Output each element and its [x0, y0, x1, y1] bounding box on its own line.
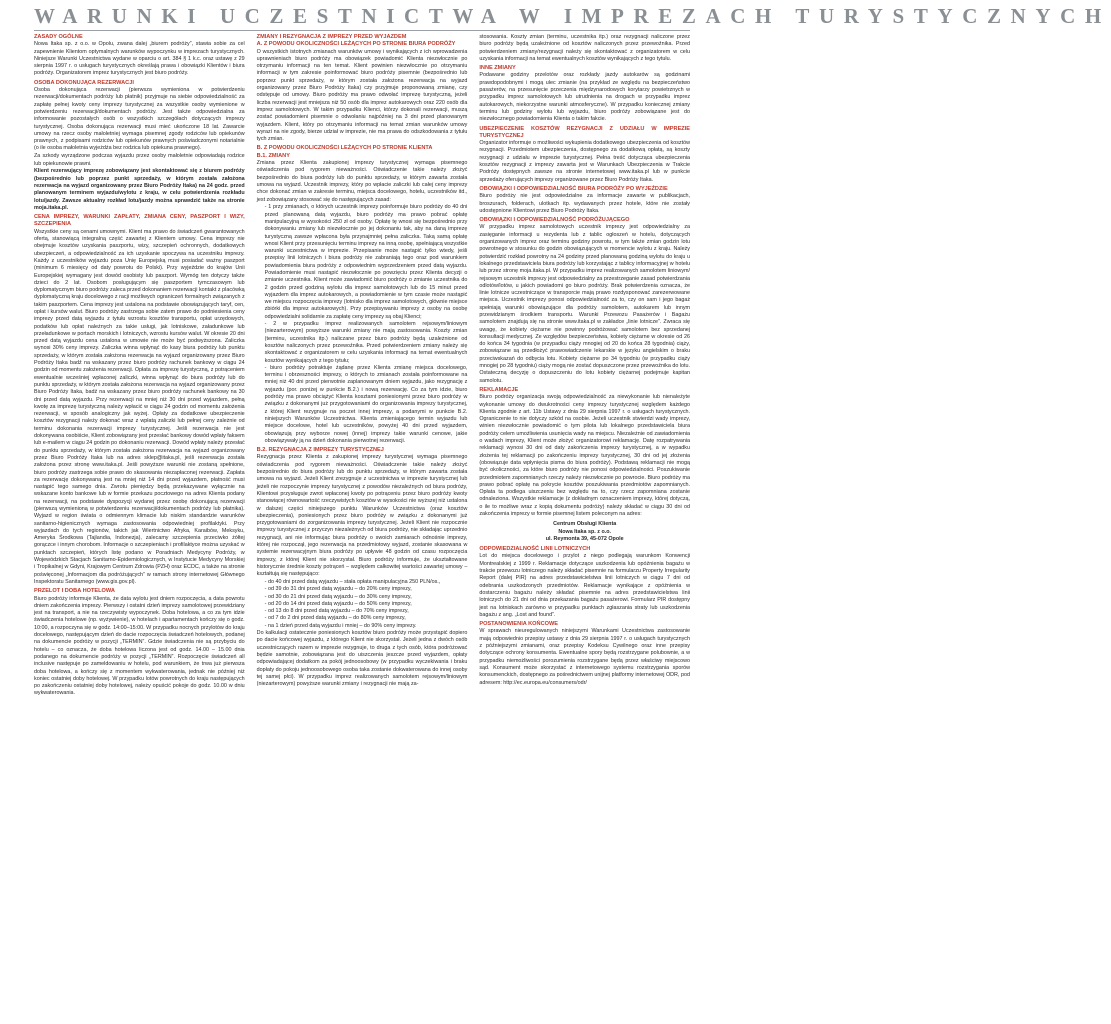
paragraph: stosowania. Koszty zmian (terminu, uczestnika itp.) oraz rezygnacji naliczone przez biuro podróży będą uzależnione od kosztów naliczonych przez przewoźnika. Przed potwierdzeniem zmiany/rezygnacji należy się skontaktować z organizatorem w celu uzyskania informacji na temat ewentualnych kosztów wynikających z tego tytułu.: [479, 34, 691, 62]
section-heading: ODPOWIEDZIALNOŚĆ LINII LOTNICZYCH: [479, 546, 591, 553]
bullet-list: [257, 204, 468, 445]
column-3: [479, 34, 690, 1016]
paragraph: O wszystkich istotnych zmianach warunków umowy i wynikających z ich wprowadzenia uprawnieniach biuro podróży ma obowiązek powiadomić Klienta niezwłocznie po otrzymaniu informacji na ten temat. Klient powinien niezwłocznie po otrzymaniu informacji w tym zakresie poinformować biuro podróży pisemnie (bezpośrednio lub poprzez punkt sprzedaży, w którym została założona rezerwacja na wyjazd organizowany przez Biuro Podróży Itaka) czy przyjmuje proponowaną zmianę, czy odstępuje od umowy. Biuro podróży ma prawo odwołać imprezę turystyczną, jeżeli liczba rezerwacji jest mniejsza niż 50 osób dla imprez autokarowych oraz 220 osób dla imprez samolotowych. W takim przypadku Klienci, którzy dokonali rezerwacji, muszą zostać powiadomieni pisemnie o odwołaniu najpóźniej na 3 dni przed planowanym wyjazdem. Klient, który po otrzymaniu informacji na temat zmian warunków umowy wyrazi na nie zgody, bierze udział w imprezie, nie ma prawa do odszkodowania z tytułu tych zmian.: [256, 48, 468, 143]
paragraph: Zmiana przez Klienta zakupionej imprezy turystycznej wymaga pisemnego oświadczenia pod rygorem nieważności. Oświadczenie takie należy złożyć bezpośrednio do biura podróży lub do punktu sprzedaży, w którym zawarta została umowa na wyjazd. Uczestnik imprezy, który po wpłacie zaliczki lub całej ceny imprezy chce dokonać zmian w zakresie terminu, miejsca docelowego, hotelu, uczestników itd., jest zobowiązany stosować się do następujących zasad:: [256, 160, 468, 203]
section-heading: POSTANOWIENIA KOŃCOWE: [479, 621, 558, 628]
section-heading: OBOWIĄZKI I ODPOWIEDZIALNOŚĆ BIURA PODRÓŻY PO WYJEŹDZIE: [479, 185, 668, 192]
subsection-heading: B.2. REZYGNACJA Z IMPREZY TURYSTYCZNEJ: [256, 447, 384, 454]
list-item: - od 39 do 31 dni przed datą wyjazdu – do 20% ceny imprezy,: [265, 586, 468, 593]
list-item: - od 20 do 14 dni przed datą wyjazdu – do 50% ceny imprezy,: [265, 601, 468, 608]
paragraph: Rezygnacja przez Klienta z zakupionej imprezy turystycznej wymaga pisemnego oświadczenia pod rygorem nieważności. Oświadczenie takie należy złożyć bezpośrednio do biura podróży lub do punktu sprzedaży, w którym zawarta została umowa na wyjazd. Jeżeli Klient zrezygnuje z uczestnictwa w imprezie turystycznej lub jeżeli nie rozpoczynie imprezy turystycznej z powodów niezależnych od biura podróży, Klientowi przysługuje zwrot wpłaconej kwoty po potrąceniu przez biuro podróży kwoty stanowiącej równowartość rzeczywistych kosztów w wysokości nie wyższej niż ustalona w dalszej części niniejszego punktu Warunków Uczestnictwa (oraz kosztów ubezpieczenia), poniesionych przez biuro podróży w związku z dokonanymi już przygotowaniami do zorganizowania imprezy turystycznej. Jeżeli Klient nie rozpocznie imprezy turystycznej z przyczyn niezależnych od biura podróży, nie składając uprzednio rezygnacji, ani nie informując biura podróży o swoich zamiarach odnośnie imprezy, której nie rozpoczął, jego rezerwacja na przedmiotowy wyjazd, zostanie skasowana w systemie rezerwacyjnym biura podróży po upływie 48 godzin od czasu rozpoczęcia imprezy, z której Klient nie skorzystał. Biuro podróży informuje, że ukształtowane historycznie średnie koszty potrąceń – względem całkowitej wartości zawartej umowy – kształtują się następująco:: [256, 454, 468, 578]
section-heading: CENA IMPREZY, WARUNKI ZAPŁATY, ZMIANA CENY, PASZPORT I WIZY, SZCZEPIENIA: [34, 214, 245, 228]
document-columns: [34, 34, 690, 1016]
paragraph: Do kalkulacji ostatecznie poniesionych kosztów biuro podróży może przystąpić dopiero po dacie końcowej wyjazdu, z którego Klient nie skorzystał. Jeżeli jedna z dwóch osób uczestniczących razem w imprezie rezygnuje, to druga z tych osób, która podróżować będzie samotnie, zobowiązana jest do uiszczenia jeszcze przed wyjazdem, opłaty odpowiadającej dodatkom za pokój jednoosobowy (w przypadku wyczekiwania i braku dopłaty do pokoju jednoosobowego osoba taka zostanie dokwaterowana do innej osoby tej samej płci). W przypadku imprez realizowanych samolotem rejsowym/liniowym (niezarterowym) powyższe warunki zmiany i rezygnacji nie mają za-: [256, 630, 468, 688]
list-item: - 2 w przypadku imprez realizowanych samolotem rejsowym/liniowym (niezarterowym) powyższe warunki zmiany nie mają zastosowania. Koszty zmian (terminu, uczestnika itp.) naliczane przez biuro podróży będą uzależnione od kosztów naliczonych przez przewoźnika. Przed potwierdzeniem zmiany należy się skontaktować z organizatorem w celu uzyskania informacji na temat ewentualnych kosztów wynikających z tego tytułu;: [265, 321, 468, 365]
paragraph: Biuro podróży informuje Klienta, że data wylotu jest dniem rozpoczęcia, a data powrotu dniem zakończenia imprezy. Pierwszy i ostatni dzień imprezy samolotowej przewidziany jest na transport, a nie na rzeczywisty wypoczynek. Doba hotelowa, a co za tym idzie świadczenia hotelowe (np. wyżywienie), w hotelach i apartamentach kończy się o godz. 10:00, a rozpoczyna się w godz. 14:00–15:00. W przypadku nocnych przylotów do kraju docelowego, następującym dzień do dacie rozpoczęcia świadczeń hotelowych, podanej na dokumencie podróży w pozycji „TERMIN”. Gdzie świadczenia nie są przybyciu do hotelu – co oznacza, że doba hotelowa liczona jest od godz. 14.00 – 15.00 dnia podanego na dokumencie podróży w pozycji „TERMIN”. Rozpoczęcie świadczeń all inclusive następuje po zameldowaniu w hotelu, pod warunkiem, że trwa już pierwsza doba hotelowa, a kończy się z momentem wykwaterowania, jednak nie później niż koniec ostatniej doby hotelowej. W przypadku lotów powrotnych do kraju następujących po zakończeniu ostatniej doby hotelowej, należy opuścić pokoje do godz. 10.00 w dniu wykwaterowania.: [34, 595, 245, 697]
paragraph: Osoba dokonująca rezerwacji (pierwsza wymieniona w potwierdzeniu rezerwacji/dokumentach podróży lub płatnik) przyjmuje na siebie odpowiedzialność za zapłatę pełnej kwoty ceny imprezy turystycznej za wszystkie osoby wymienione w potwierdzeniu rezerwacji/dokumentach podróży. Jest także odpowiedzialna za informowanie pozostałych osób o wszystkich szczegółach dotyczących imprezy turystycznej. Osoba dokonująca rezerwacji musi mieć ukończone 18 lat. Zawarcie umowy na rzecz osoby małoletniej wymaga pisemnej zgody rodziców lub opiekunów prawnych, z podpisami rodziców lub opiekunów prawnych poświadczonymi notarialnie (o ile osoba małoletnia wyjeżdża bez rodzica lub opiekuna prawnego).: [34, 87, 245, 152]
section-heading: OSOBA DOKONUJĄCA REZERWACJI: [34, 79, 134, 86]
list-item: - do 40 dni przed datą wyjazdu – stała opłata manipulacyjna 250 PLN/os.,: [265, 579, 468, 586]
page-title: WARUNKI UCZESTNICTWA W IMPREZACH TURYSTYCZNYCH: [34, 4, 1111, 28]
paragraph: Wszystkie ceny są cenami umownymi. Klient ma prawo do świadczeń gwarantowanych ofertą, stanowiącą integralną część zawartej z Klientem umowy. Cena imprezy nie obejmuje kosztów uzyskania paszportu, wizy, szczepień ochronnych, dodatkowych ubezpieczeń, a odpowiedzialność za ich uzyskanie spoczywa na uczestniku imprezy. Każdy z uczestników wyjazdu poza Unię Europejską musi posiadać ważny paszport (minimum 6 miesięcy od daty powrotu do Polski). Przy wyjeździe do krajów Unii Europejskiej wymagany jest dowód osobisty lub paszport. Wymóg ten dotyczy także dzieci do 2 lat. Osobom posługującym się paszportem tymczasowym lub dyplomatycznym biuro podróży zaleca przed dokonaniem rezerwacji kontakt z placówką dyplomatyczną kraju docelowego z racji możliwych ograniczeń formalnych związanych z takim paszportem. Cena imprezy jest ustalona na podstawie obowiązujących taryf, cen, opłat i kursów walut. Biuro podróży zastrzega sobie zatem prawo do podniesienia ceny imprezy przed datą wyjazdu z tytułu wzrostu kosztów transportu, opłat urzędowych, podatków lub opłat należnych za takie usługi, jak lotniskowe, załadunkowe lub przeładunkowe w portach morskich i lotniczych, wzrostu kursów walut. W okresie 20 dni przed datą wyjazdu cena ustalona w umowie nie może być podwyższona. Zaliczka wynosi 30% ceny imprezy. Zaliczka winna wpłynąć do kasy biura podróży lub punktu sprzedaży, w którym została założona rezerwacja na wyjazd organizowany przez Biuro Podróży Itaka badź na wskazany przez biuro podróży rachunek bankowy w ciągu 24 godzin od momentu założenia rezerwacji. Opłata za imprezę turystyczną, z potrąceniem ewentualnie wcześniej wpłaconej zaliczki, winna wpłynąć do biura podróży lub do punktu sprzedaży, w którym została założona rezerwacja na wyjazd organizowany przez Biuro Podróży Itaka, badź na wskazany przez biuro podróży rachunek bankowy na 30 dni przed datą wyjazdu. Przy rezerwacji na mniej niż 30 dni przed wyjazdem, pełną kwotę za imprezę turystyczną należy wpłacić w ciągu 24 godzin od momentu założenia rezerwacji, w sposób analogiczny jak wyżej. Opłaty za dodatkowe ubezpieczenie kosztów rezygnacji należy dokonać wraz z wpłatą zaliczki lub pełnej ceny zależnie od terminu dokonania rezerwacji imprezy turystycznej. Jeśli rezerwacja nie jest dokonywana osobiście, Klient zobowiązany jest przesłać bankowy dowód wpłaty faksem lub e-mailem w ciągu 24 godzin po dokonaniu rezerwacji. Dowód wpłaty należy przesłać do punktu sprzedaży, w którym została założona rezerwacja na wyjazd organizowany przez Biuro Podróży Itaka lub na adres sklep@itaka.pl, jeśli rezerwacja została założona przez stronę www.itaka.pl. Jeśli powyższe warunki nie zostaną spełnione, biuro podróży zastrzega sobie prawo do skasowania niezapłaconej rezerwacji. Zapłata za rezerwację dokonywaną jest na mniej niż 14 dni przed wyjazdem, płatność musi nastąpić tego samego dnia. Zwrotu pieniędzy będą przekazywane wyłącznie na wskazane konto bankowe lub w formie przekazu pocztowego na adres Klienta podany na rezerwacji, na podstawie dyspozycji wydanej przez osobę dokonującą rezerwacji (pierwszą wymienioną w potwierdzeniu rezerwacji/dokumentach podróży lub płatnika). Wyjazd w region świata o odmiennym klimacie lub niskim standardzie warunków sanitarno-higienicznych wymaga zastosowania odpowiedniej profilaktyki. Przy wyjazdach do tych regionów, takich jak Wiertnictwo Afryka, Karaibów, Meksyku, Ameryka Środkowa (Tajlandia, Indonezja), zalecamy szczepienia przeciwko żółtej gorączce i innym chorobom. Informacje o szczepieniach i profilaktyce można uzyskać w punktach szczepień, których listę podano w Poradniach Medycyny Podróży, w Wojewódzkich Stacjach Sanitarno-Epidemiologicznych, w Instytucie Medycyny Morskiej i Tropikalnej w Gdyni, Krajowym Centrum Zdrowia (PZH) oraz ECDC, a także na stronie poświęconej „Informacjom dla podróżujących” w ramach strony internetowej Głównego Inspektoratu Sanitarnego (www.gis.gov.pl).: [34, 228, 245, 585]
column-1: [34, 34, 245, 1016]
paragraph: W sprawach nieuregulowanych niniejszymi Warunkami Uczestnictwa zastosowanie mają odpowiednio przepisy ustawy z dnia 29 sierpnia 1997 r. o usługach turystycznych z późniejszymi zmianami, oraz przepisy Kodeksu Cywilnego oraz inne przepisy dotyczące ochrony konsumenta. Ewentualne spory będą rozstrzygane polubownie, a w przypadku niemożliwości porozumienia rozstrzygane będą przez właściwy miejscowo sąd. Konsument może skorzystać z internetowego systemu rozstrzygania sporów konsumenckich, dostępnego za pośrednictwem unijnej platformy internetowej ODR, pod adresem: http://ec.europa.eu/consumers/odr/: [479, 628, 691, 686]
section-heading: PRZELOT I DOBA HOTELOWA: [34, 588, 115, 595]
paragraph: Lot do miejsca docelowego i przylot z niego podlegają warunkom Konwencji Montrealskiej z 1999 r. Reklamacje dotyczące uszkodzenia lub opóźnienia bagażu w trakcie przewozu lotniczego należy składać pisemnie na formularzu Property Irregularity Report (dalej PIR) na adres przedstawicielstwa linii lotniczych w ciągu 7 dni od odebrania uszkodzonych przedmiotów. Reklamacje wynikające z opóźnienia w dostarczeniu bagażu należy składać pisemnie na adres przedstawicielstwa linii lotniczych do 21 dni od dnia przekazania bagażu pasażerowi. Formularz PIR dostępny jest na lotniskach zarówno w przypadku punktach zgłaszania straty lub uszkodzenia bagażu z ang. „Lost and found”.: [479, 553, 691, 618]
section-heading: ZASADY OGÓLNE: [34, 34, 83, 40]
subsection-heading: B. Z POWODU OKOLICZNOŚCI LEŻĄCYCH PO STRONIE KLIENTA: [256, 145, 433, 152]
paragraph: Za szkody wyrządzone podczas wyjazdu przez osoby małoletnie odpowiadają rodzice lub opiekunowie prawni.: [34, 153, 245, 167]
address-line: ul. Reymonta 39, 45-072 Opole: [545, 535, 624, 542]
list-item: - od 30 do 21 dni przed datą wyjazdu – do 30% ceny imprezy,: [265, 594, 468, 601]
postal-address: [479, 521, 690, 543]
list-item: - od 13 do 8 dni przed datą wyjazdu – do 70% ceny imprezy,: [265, 608, 468, 615]
section-heading: OBOWIĄZKI I ODPOWIEDZIALNOŚĆ PODRÓŻUJĄCEGO: [479, 217, 630, 224]
paragraph: Nowa Itaka sp. z o.o. w Opolu, zwana dalej „biurem podróży”, stawia sobie za cel zapewnienie Klientom optymalnych warunków wypoczynku w imprezach turystycznych. Niniejsze Warunki Uczestnictwa wydane w oparciu o art. 384 § 1 k.c. oraz ustawę z 29 sierpnia 1997 r. o usługach turystycznych określają prawa i obowiązki Klientów i biura podróży. Organizatorem imprez turystycznych jest biuro podróży.: [34, 41, 245, 77]
paragraph: Biuro podróży nie jest odpowiedzialne za informacje zawarte w publikacjach, broszurach, folderach, ulotkach itp. wydawanych przez hotele, które nie zostały udostępnione Klientowi przez Biuro Podróży Itaka.: [479, 193, 691, 214]
section-heading: REKLAMACJE: [479, 386, 519, 393]
section-heading: INNE ZMIANY: [479, 65, 516, 72]
list-item: - 1 przy zmianach, o których uczestnik imprezy poinformuje biuro podróży do 40 dni przed planowaną datą wyjazdu, biuro podróży ma prawo pobrać opłatę manipulacyjną w wysokości 250 zł od osoby. Opłatę tę wnosi się bezpośrednio przy dokonywaniu zmiany lub niezwłocznie po jej dokonaniu tak, aby na daną imprezę turystyczną zawsze wpłacona była przynajmniej pełna zaliczka. Taką samą opłatę wnosi Klient przy przesunięciu terminu imprezy na inną osobę, spełniającą wszystkie warunki uczestnictwa w imprezie. Przepisanie może nastąpić tylko wtedy, jeśli przepisy linii lotniczych i biura podróży nie zabraniają tego oraz pod warunkiem powiadomienia biura podróży z odpowiednim wyprzedzeniem przed datą wyjazdu. Powiadomienie musi nastąpić niezwłocznie po powzięciu przez Klienta decyzji o zmianie uczestnika. Klient może zawiadomić biuro podróży o zmianie uczestnika do 2 godzin przed godziną wylotu dla imprez samolotowych lub do 15 minut przed wyjazdem dla imprez autokarowych, a powiadomienie w tym czasie może nastąpić we miejscu rozpoczęcia imprezy (lotnisko dla imprez samolotowych, głównie miejsce zbiórki dla imprez autokarowych). Przy przepisywaniu imprezy z osoby na osobę odpowiedzialni solidarnie za zapłatę ceny imprezy są obaj Klienci;: [265, 204, 468, 321]
list-item: - biuro podróży potraktuje żądanę przez Klienta zmianę miejsca docelowego, terminu i obrzeszności imprezy, o których to zmianach została poinformowane na mniej niż 40 dni przed pierwotnie zaplanowanym dniem wyjazdu, jako rezygnację z wyjazdu (por. poniżej w punkcie B.2.) i nową rezerwację. Co za tym idzie, biuro podróży ma prawo obciążyć Klienta kosztami poniesionymi przez biuro podróży w związku z dokonanymi już przygotowaniami do organizowania imprezy turystycznej, z której Klient rezygnuje na poczet innej imprezy, a podanymi w punkcie B.2. niniejszych Warunków Uczestnictwa. Klienta zmieniającego termin wyjazdu lub miejsce docelowe, hotel lub uczestników, powyżej 40 dni przed wyjazdem, obowiązują przy wyborze nowej (innej) imprezy takie warunki cenowe, jakie obowiązywały ją na dzień dokonania pierwotnej rezerwacji.: [265, 365, 468, 445]
section-heading: ZMIANY I REZYGNACJA Z IMPREZY PRZED WYJAZDEM: [256, 34, 407, 40]
column-2: [257, 34, 468, 1016]
section-heading: UBEZPIECZENIE KOSZTÓW REZYGNACJI Z UDZIAŁU W IMPREZIE TURYSTYCZNEJ: [479, 125, 691, 139]
bold-notice: Klient rezerwujący imprezę zobowiązany jest skontaktować się z biurem podróży (bezpośrednio lub poprzez punkt sprzedaży, w którym została założona rezerwacja na wyjazd organizowany przez Biuro Podróży Itaka) na 24 godz. przed planowanym terminem wyjazdu/wylotu z kraju, w celu potwierdzenia rozkładu lotu/jazdy. Zawsze aktualny rozkład lotu/jazdy można sprawdzić także na stronie moja.itaka.pl.: [34, 168, 245, 211]
list-item: - od 7 do 2 dni przed datą wyjazdu – do 80% ceny imprezy,: [265, 615, 468, 622]
title-divider: [34, 30, 690, 31]
paragraph: Biuro podróży organizacja swoją odpowiedzialność za niewykonanie lub nienależyte wykonanie umowy do dwukrotności ceny imprezy turystycznej względem każdego Klienta zgodnie z art. 11b Ustawy z dnia 29 sierpnia 1997 r. o usługach turystycznych. Ograniczenie to nie dotyczy szkód na osobie. Jeżeli uczestnik stwierdzi wady imprezy, winien niezwłocznie powiadomić o tym pilota lub lokalnego przedstawiciela biura podróży celem umożliwienia usunięcia wady na miejscu. Niezależnie od zawiadomienia o wadach imprezy, Klient może złożyć organizatorowi reklamację. Datę rozpatrywania reklamacji wynosi 30 dni od daty zakończenia imprezy turystycznej, a w wypadku złożenia tej reklamacji po zakończeniu imprezy turystycznej, 30 dni od jej złożenia (obowiązuje data wpłynięcia pisma do biura podróży). Podstawą reklamacji nie mogą być okoliczności, za które biuro podróży nie ponosi odpowiedzialności. Poszukiwanie przedmiotem zapomnianych rzeczy należy niezwłocznie po powrocie. Biuro podróży ma prawo pobrać opłatę na pokrycie kosztów poszukiwania przedmiotów zapomnianych. Opłata ta podlega uiszczeniu bez względu na to, czy rzecz zapomniana zostanie odnaleziona. Wszystkie reklamacje (z dokładnym oznaczeniem imprezy, której dotyczą, o ile to możliwe wraz z kopią dokumentu podróży) należy składać w ciągu 30 dni od zakończenia imprezy w formie pisemnej listem poleconym na adres:: [479, 394, 691, 517]
address-line: Nowa Itaka sp. z o.o.: [558, 528, 612, 535]
list-item: - na 1 dzień przed datą wyjazdu i mniej – do 90% ceny imprezy.: [265, 623, 468, 630]
paragraph: W przypadku imprez samolotowych uczestnik imprezy jest odpowiedzialny za zasięganie informacji u rezydenta lub z tablic ogłoszeń w hotelu, dotyczących organizowanych imprez oraz terminu godziny powrotu, w tym także zmian godzin lotu powrotnego w stosunku do godzin obowiązujących w momencie wylotu z kraju. Należy potwierdzić rozkład powrotny na 24 godziny przed planowaną godziną wylotu do kraju u lokalnego przedstawiciela biura podróży lub korzystając z tablicy informacyjnej w hotelu lub przez stronę moja.itaka.pl. W przypadku imprez realizowanych samolotem liniowym/ rejsowym uczestnik imprezy jest odpowiedzialny za przestrzeganie zasad potwierdzania odlotów/lotów, u jakich powiadomi go biuro podróży. Brak potwierdzenia oznacza, że linie lotnicze uczestniczące w transporcie mają prawo rozdysponować zarezerwowane miejsca. Uczestnik imprezy ponosi odpowiedzialność za to, czy on sam i jego bagaż spełniają warunki obowiązujące dla podróży samolotem, autokarem lub innym przewidzianym środkiem transportu. Warunki Przewozu Pasażerów i Bagażu samolotem znajdują się na stronie www.itaka.pl w zakładce „linie lotnicze”. Zwraca się uwagę, że kobiety ciężarne nie powinny podróżować samolotem bez sprzedanej konsultacji medycznej. Ze względów bezpieczeństwa, kobiety ciężarne w okresie od 26 do końca 34 tygodnia (w przypadku ciąży mnogiej od 20 do końca 28 tygodnia) ciąży, zobowiązane są przedłożyć prawowiadczenie lekarskie w języku angielskim o braku przeciwskazań do odbycia lotu. Kobiety ciężarne po 34 tygodniu (w przypadku ciąży mnogiej po 28 tygodniu) ciąży mogą nie zostać dopuszczone przez przewoźnika do lotu. Ostateczną decyzję o dopuszczeniu do lotu kobiety ciężarnej podejmuje kapitan samolotu.: [479, 224, 691, 384]
subsection-heading: A. Z POWODU OKOLICZNOŚCI LEŻĄCYCH PO STRONIE BIURA PODRÓŻY: [256, 41, 456, 48]
bullet-list: [257, 579, 468, 630]
paragraph: Podawane godziny przelotów oraz rozkłady jazdy autokarów są godzinami prawdopodobnymi i mogą ulec zmianie (na przykład ze względu na bezpieczeństwo pasażerów, na przesunięcie przeczenia międzynarodowych korytarzy powietrznych w przypadku imprez samolotowych lub utrudnienia na drogach w przypadku imprez autokarowych, niekorzystne warunki atmosferyczne). W przypadku koniecznej zmiany terminu lub godziny wylotu lub wyjazdu, biuro podróży zobowiązane jest do niezwłocznego powiadomienia Klienta o takim fakcie.: [479, 72, 691, 123]
address-line: Centrum Obsługi Klienta: [553, 521, 617, 528]
paragraph: Organizator informuje o możliwości wykupienia dodatkowego ubezpieczenia od kosztów rezygnacji. Przedmiotem ubezpieczenia, dostępnego za dodatkową opłatą, są koszty rezygnacji z udziału w imprezie turystycznej. Pełna treść dotycząca ubezpieczenia kosztów rezygnacji z imprezy zawarta jest w Warunkach Ubezpieczenia w Trakcie Podróży dostępnych zawsze na stronie internetowej www.itaka.pl lub w punkcie sprzedaży oferujących imprezy organizowane przez Biuro Podróży Itaka.: [479, 140, 691, 183]
subsection-heading: B.1. ZMIANY: [256, 152, 290, 159]
